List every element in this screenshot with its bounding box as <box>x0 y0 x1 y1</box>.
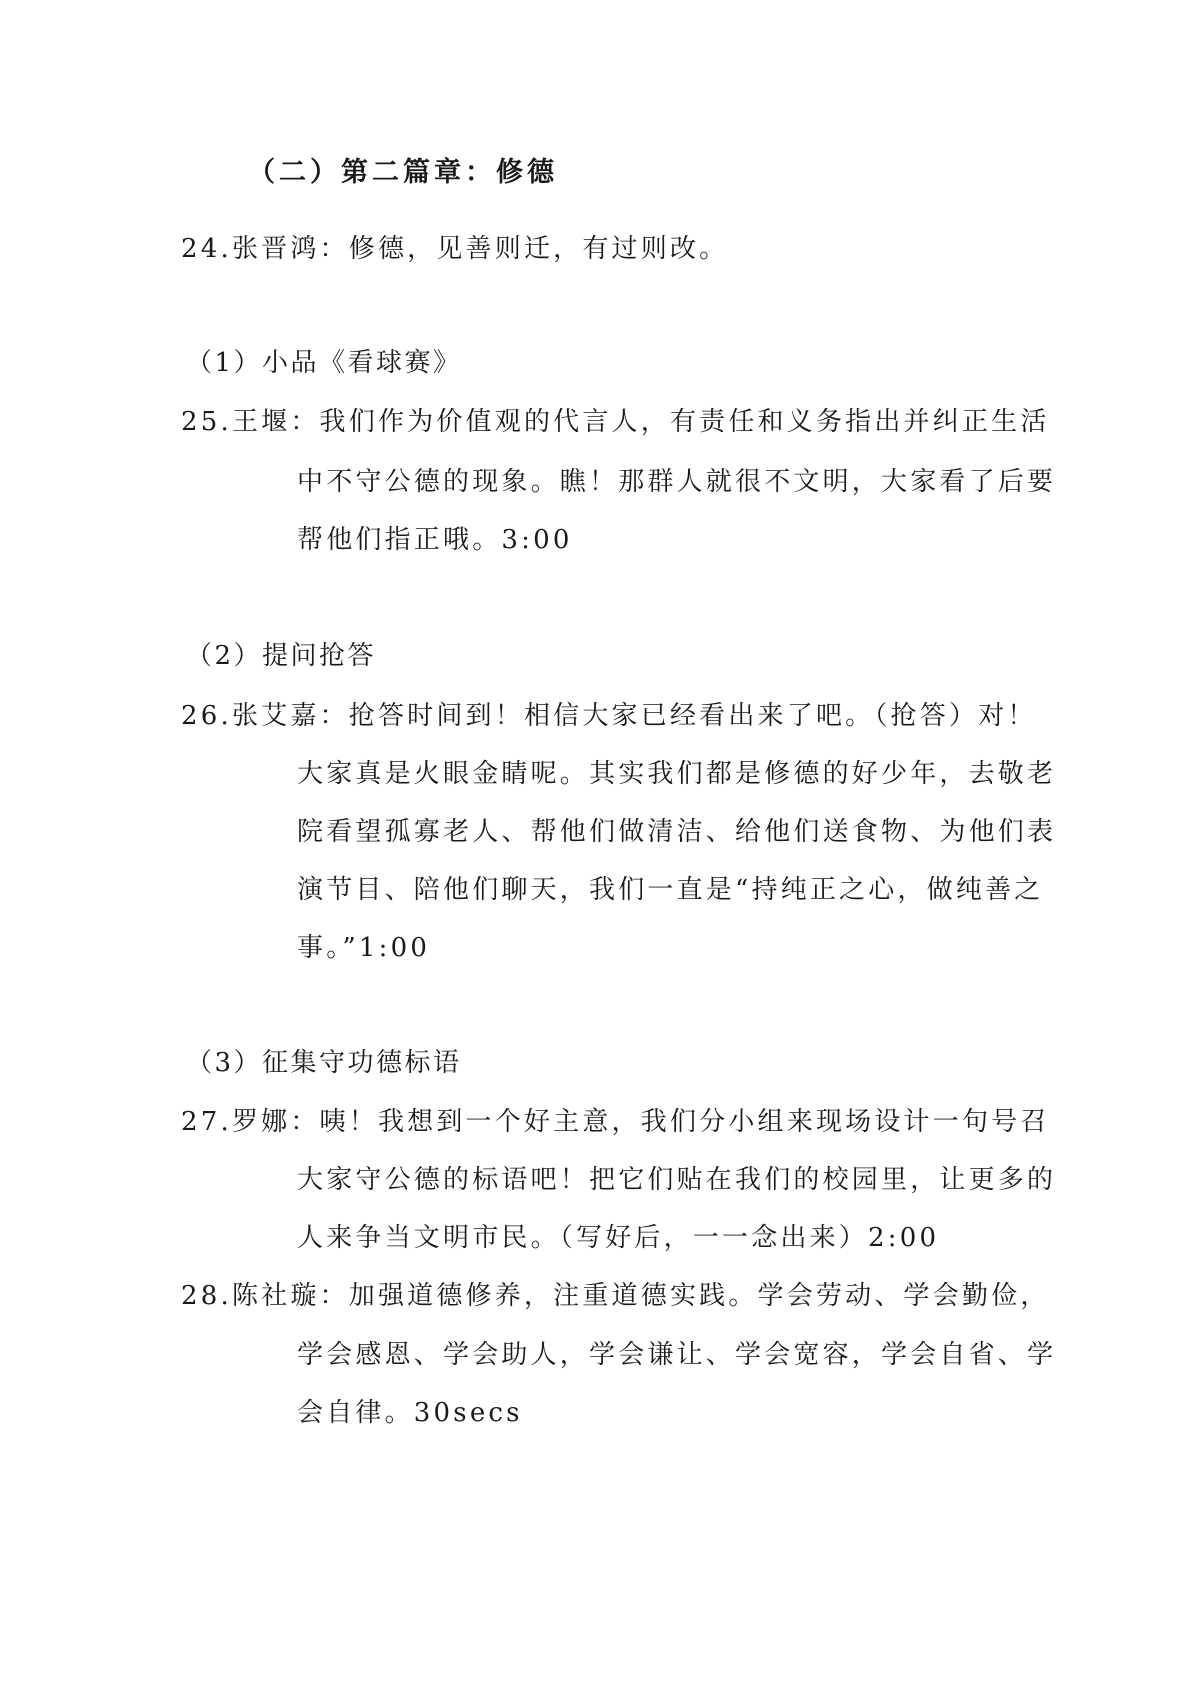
entry-25-line-3: 帮他们指正哦。3:00 <box>297 525 573 555</box>
entry-24-line-1: 24.张晋鸿：修德，见善则迁，有过则改。 <box>181 234 729 264</box>
entry-26-line-3: 院看望孤寡老人、帮他们做清洁、给他们送食物、为他们表 <box>297 817 1057 847</box>
entry-27-line-3: 人来争当文明市民。（写好后，一一念出来）2:00 <box>297 1223 940 1253</box>
entry-27-line-2: 大家守公德的标语吧！把它们贴在我们的校园里，让更多的 <box>297 1165 1057 1195</box>
entry-26-line-1: 26.张艾嘉：抢答时间到！相信大家已经看出来了吧。（抢答）对！ <box>181 701 1037 731</box>
subsection-2: （2）提问抢答 <box>186 641 377 671</box>
entry-26-line-4: 演节目、陪他们聊天，我们一直是“持纯正之心，做纯善之 <box>297 875 1044 905</box>
entry-27-line-1: 27.罗娜：咦！我想到一个好主意，我们分小组来现场设计一句号召 <box>181 1107 1050 1137</box>
entry-28-line-3: 会自律。30secs <box>297 1398 523 1428</box>
chapter-heading: （二）第二篇章：修德 <box>248 157 558 188</box>
entry-26-line-5: 事。”1:00 <box>297 933 431 963</box>
subsection-1: （1）小品《看球赛》 <box>186 348 462 378</box>
entry-28-line-1: 28.陈社璇：加强道德修养，注重道德实践。学会劳动、学会勤俭， <box>181 1281 1050 1311</box>
subsection-3: （3）征集守功德标语 <box>186 1048 462 1078</box>
entry-28-line-2: 学会感恩、学会助人，学会谦让、学会宽容，学会自省、学 <box>297 1340 1057 1370</box>
entry-25-line-2: 中不守公德的现象。瞧！那群人就很不文明，大家看了后要 <box>297 467 1057 497</box>
entry-25-line-1: 25.王堰：我们作为价值观的代言人，有责任和义务指出并纠正生活 <box>181 407 1050 437</box>
entry-26-line-2: 大家真是火眼金睛呢。其实我们都是修德的好少年，去敬老 <box>297 759 1057 789</box>
